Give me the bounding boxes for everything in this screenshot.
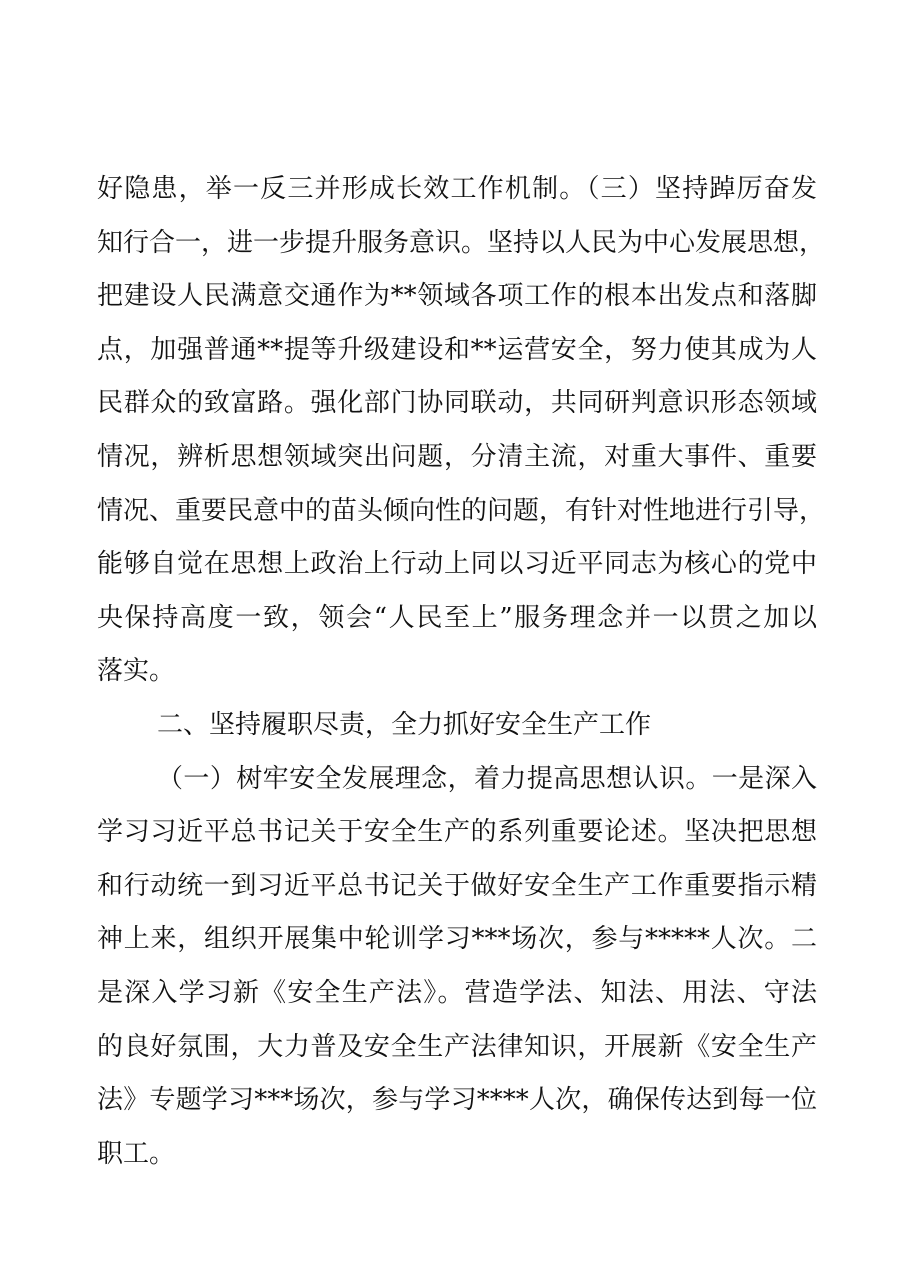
body-line: 民群众的致富路。强化部门协同联动，共同研判意识形态领域 <box>97 388 817 419</box>
body-line: 的良好氛围，大力普及安全生产法律知识，开展新《安全生产 <box>97 1031 817 1062</box>
body-line: 央保持高度一致，领会“人民至上”服务理念并一以贯之加以 <box>97 602 817 633</box>
body-line: 把建设人民满意交通作为**领域各项工作的根本出发点和落脚 <box>97 281 817 312</box>
subsection-first-line: （一）树牢安全发展理念，着力提高思想认识。一是深入 <box>157 763 817 794</box>
body-line: 法》专题学习***场次，参与学习****人次，确保传达到每一位 <box>97 1085 817 1116</box>
body-line: 好隐患，举一反三并形成长效工作机制。（三）坚持踔厉奋发 <box>97 174 817 204</box>
body-line: 神上来，组织开展集中轮训学习***场次，参与*****人次。二 <box>97 924 817 955</box>
paragraph-end-line: 落实。 <box>97 656 176 687</box>
document-body <box>97 163 826 1181</box>
body-line: 情况、重要民意中的苗头倾向性的问题，有针对性地进行引导， <box>97 495 826 526</box>
body-line: 知行合一，进一步提升服务意识。坚持以人民为中心发展思想， <box>97 227 826 258</box>
body-line: 能够自觉在思想上政治上行动上同以习近平同志为核心的党中 <box>97 549 817 580</box>
body-line: 点，加强普通**提等升级建设和**运营安全，努力使其成为人 <box>97 334 817 365</box>
paragraph-end-line: 职工。 <box>97 1138 176 1169</box>
body-line: 和行动统一到习近平总书记关于做好安全生产工作重要指示精 <box>97 870 817 901</box>
body-line: 情况，辨析思想领域突出问题，分清主流，对重大事件、重要 <box>97 441 817 472</box>
body-line: 是深入学习新《安全生产法》。营造学法、知法、用法、守法 <box>97 977 817 1008</box>
body-line: 学习习近平总书记关于安全生产的系列重要论述。坚决把思想 <box>97 817 817 848</box>
section-heading: 二、坚持履职尽责，全力抓好安全生产工作 <box>157 709 652 740</box>
